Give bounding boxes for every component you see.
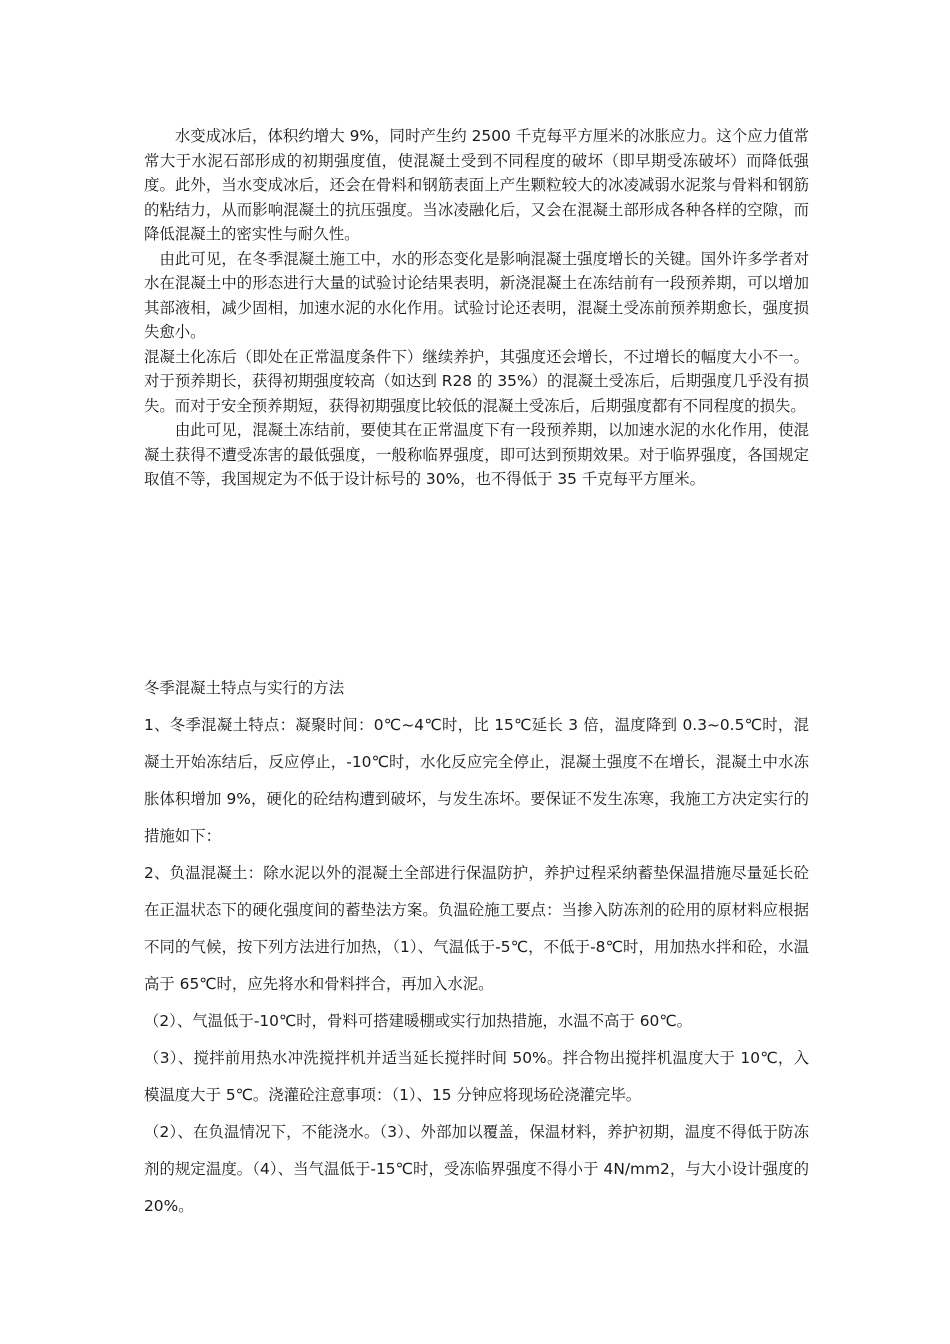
paragraph-critical-strength: 由此可见，混凝土冻结前，要使其在正常温度下有一段预养期，以加速水泥的水化作用，使混凝土获得不遭受冻害的最低强度，一般称临界强度，即可达到预期效果。对于临界强度，各国规定取值不等，我国规定为不低于设计标号的 30%，也不得低于 35 千克每平方厘米。 <box>144 421 809 488</box>
paragraph-negative-temperature-concrete: 2、负温混凝土：除水泥以外的混凝土全部进行保温防护，养护过程采纳蓄垫保温措施尽量延长砼在正温状态下的硬化强度间的蓄垫法方案。负温砼施工要点：当掺入防冻剂的砼用的原材料应根据不同的气候，按下列方法进行加热，（1）、气温低于-5℃，不低于-8℃时，用加热水拌和砼，水温高于 65℃时，应先将水和骨料拌合，再加入水泥。 <box>144 864 809 993</box>
section-heading: 冬季混凝土特点与实行的方法 <box>144 679 345 697</box>
paragraph-block-winter-methods <box>144 670 809 1225</box>
paragraph-block-freezing-effects <box>144 124 809 492</box>
paragraph-aggregate-heating: （2）、气温低于-10℃时，骨料可搭建暖棚或实行加热措施，水温不高于 60℃。 <box>144 1012 692 1030</box>
paragraph-pouring-notes: （2）、在负温情况下，不能浇水。（3）、外部加以覆盖，保温材料，养护初期，温度不得低于防冻剂的规定温度。（4）、当气温低于-15℃时，受冻临界强度不得小于 4N/mm2，与大小设计强度的 20%。 <box>144 1123 809 1215</box>
paragraph-after-thaw: 混凝土化冻后（即处在正常温度条件下）继续养护，其强度还会增长，不过增长的幅度大小不一。对于预养期长，获得初期强度较高（如达到 R28 的 35%）的混凝土受冻后，后期强度几乎没有损失。而对于安全预养期短，获得初期强度比较低的混凝土受冻后，后期强度都有不同程度的损失。 <box>144 347 809 415</box>
paragraph-ice-expansion: 水变成冰后，体积约增大 9%，同时产生约 2500 千克每平方厘米的冰胀应力。这个应力值常常大于水泥石部形成的初期强度值，使混凝土受到不同程度的破坏（即早期受冻破坏）而降低强度。此外，当水变成冰后，还会在骨料和钢筋表面上产生颗粒较大的冰凌减弱水泥浆与骨料和钢筋的粘结力，从而影响混凝土的抗压强度。当冰凌融化后，又会在混凝土部形成各种各样的空隙，而降低混凝土的密实性与耐久性。 <box>144 127 809 243</box>
paragraph-mixing-notes: （3）、搅拌前用热水冲洗搅拌机并适当延长搅拌时间 50%。拌合物出搅拌机温度大于 10℃，入模温度大于 5℃。浇灌砼注意事项：（1）、15 分钟应将现场砼浇灌完毕。 <box>144 1049 809 1104</box>
paragraph-winter-characteristics: 1、冬季混凝土特点：凝聚时间：0℃~4℃时，比 15℃延长 3 倍，温度降到 0.3~0.5℃时，混凝土开始冻结后，反应停止，-10℃时，水化反应完全停止，混凝土强度不在增长，混凝土中水冻胀体积增加 9%，硬化的砼结构遭到破坏，与发生冻坏。要保证不发生冻寒，我施工方决定实行的措施如下： <box>144 716 809 845</box>
paragraph-pre-curing: 由此可见，在冬季混凝土施工中，水的形态变化是影响混凝土强度增长的关键。国外许多学者对水在混凝土中的形态进行大量的试验讨论结果表明，新浇混凝土在冻结前有一段预养期，可以增加其部液相，减少固相，加速水泥的水化作用。试验讨论还表明，混凝土受冻前预养期愈长，强度损失愈小。 <box>144 249 809 341</box>
